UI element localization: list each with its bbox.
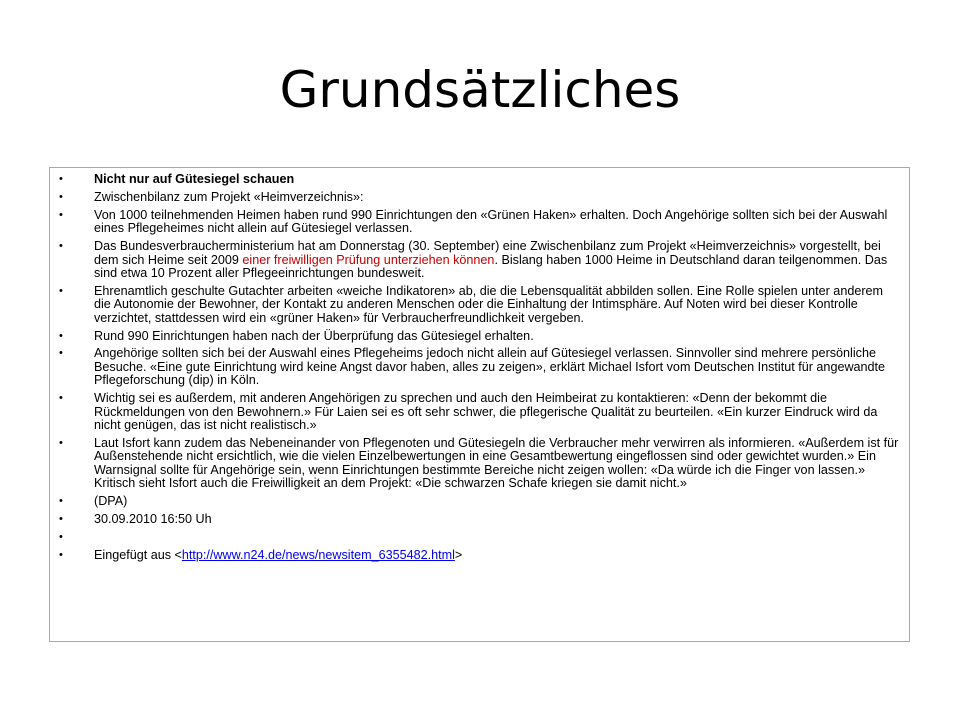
list-item <box>50 513 909 526</box>
list-item <box>50 531 909 544</box>
list-item <box>50 495 909 508</box>
list-item <box>50 209 909 236</box>
source-text: (DPA) <box>94 494 128 509</box>
slide-title: Grundsätzliches <box>279 61 681 119</box>
bullet-text: Rund 990 Einrichtungen haben nach der Überprüfung das Gütesiegel erhalten. <box>94 328 534 343</box>
bullet-icon: • <box>59 190 63 203</box>
bullet-icon: • <box>59 284 63 297</box>
highlighted-text: einer freiwilligen Prüfung unterziehen können <box>242 252 495 267</box>
empty-text <box>94 530 98 544</box>
bullet-icon: • <box>59 347 63 360</box>
bullet-icon: • <box>59 329 63 342</box>
list-item <box>50 173 909 186</box>
bullet-text: Wichtig sei es außerdem, mit anderen Angehörigen zu sprechen und auch den Heimbeirat zu kontaktieren: «Denn der bekommt die Rückmeldungen von den Bewohnern.» Für Laien sei es oft sehr schwer, die pflegerische Qualität zu beurteilen. «Ein kurzer Eindruck wird da nicht genügen, das ist nicht realistisch.» <box>94 391 878 432</box>
bullet-text: Von 1000 teilnehmenden Heimen haben rund 990 Einrichtungen den «Grünen Haken» erhalten. Doch Angehörige sollten sich bei der Auswahl eines Pflegeheimes nicht allein auf Gütesiegel verlassen. <box>94 207 888 236</box>
list-item <box>50 191 909 204</box>
list-item <box>50 240 909 280</box>
timestamp: 30.09.2010 16:50 Uh <box>94 511 212 526</box>
content-box <box>49 167 910 642</box>
bullet-icon: • <box>59 548 63 561</box>
headline: Nicht nur auf Gütesiegel schauen <box>94 172 295 186</box>
bullet-icon: • <box>59 530 63 543</box>
list-item <box>50 347 909 387</box>
bullet-icon: • <box>59 173 63 185</box>
list-item <box>50 330 909 343</box>
list-item <box>50 549 909 562</box>
bullet-icon: • <box>59 240 63 253</box>
bullet-list <box>50 168 909 562</box>
source-link[interactable]: http://www.n24.de/news/newsitem_6355482.html <box>181 547 455 562</box>
bullet-text: . Bislang haben 1000 Heime in Deutschland daran teilgenommen. Das sind etwa 10 Prozent aller Pflegeeinrichtungen bundesweit. <box>94 252 888 280</box>
bullet-icon: • <box>59 392 63 405</box>
source-suffix: > <box>454 547 463 562</box>
bullet-icon: • <box>59 436 63 449</box>
bullet-text: Das Bundesverbraucherministerium hat am Donnerstag (30. September) eine Zwischenbilanz zum Projekt «Heimverzeichnis» vorgestellt, bei dem sich Heime seit 2009 <box>94 239 881 267</box>
bullet-icon: • <box>59 495 63 508</box>
list-item <box>50 392 909 432</box>
bullet-icon: • <box>59 512 63 525</box>
bullet-text: Zwischenbilanz zum Projekt «Heimverzeichnis»: <box>94 189 364 204</box>
bullet-text: Laut Isfort kann zudem das Nebeneinander von Pflegenoten und Gütesiegeln die Verbraucher mehr verwirren als informieren. «Außerdem ist für Außenstehende nicht ersichtlich, wie die vielen Einzelbewertungen in eine Gesamtbewertung eingeflossen sind oder gewichtet wurden.» Ein Warnsignal sollte für Angehörige sein, wenn Einrichtungen bestimmte Bereiche nicht zeigen wollen: «Da würde ich die Finger von lassen.» Kritisch sieht Isfort auch die Freiwilligkeit an dem Projekt: «Die schwarzen Schafe kriegen sie damit nicht.» <box>94 435 899 491</box>
bullet-icon: • <box>59 208 63 221</box>
list-item <box>50 285 909 325</box>
bullet-text: Angehörige sollten sich bei der Auswahl eines Pflegeheims jedoch nicht allein auf Gütesiegel verlassen. Sinnvoller sind mehrere persönliche Besuche. «Eine gute Einrichtung wird keine Angst davor haben, alles zu zeigen», erklärt Michael Isfort vom Deutschen Institut für angewandte Pflegeforschung (dip) in Köln. <box>94 346 886 388</box>
source-prefix: Eingefügt aus < <box>94 547 182 562</box>
list-item <box>50 437 909 491</box>
bullet-text: Ehrenamtlich geschulte Gutachter arbeiten «weiche Indikatoren» ab, die die Lebensqualität abbilden sollen. Eine Rolle spielen unter anderem die Autonomie der Bewohner, der Kontakt zu anderen Menschen oder die Einhaltung der Intimsphäre. Auf Noten wird bei dieser Kontrolle verzichtet, stattdessen wird ein «grüner Haken» für Verbraucherfreundlichkeit vergeben. <box>94 283 884 325</box>
